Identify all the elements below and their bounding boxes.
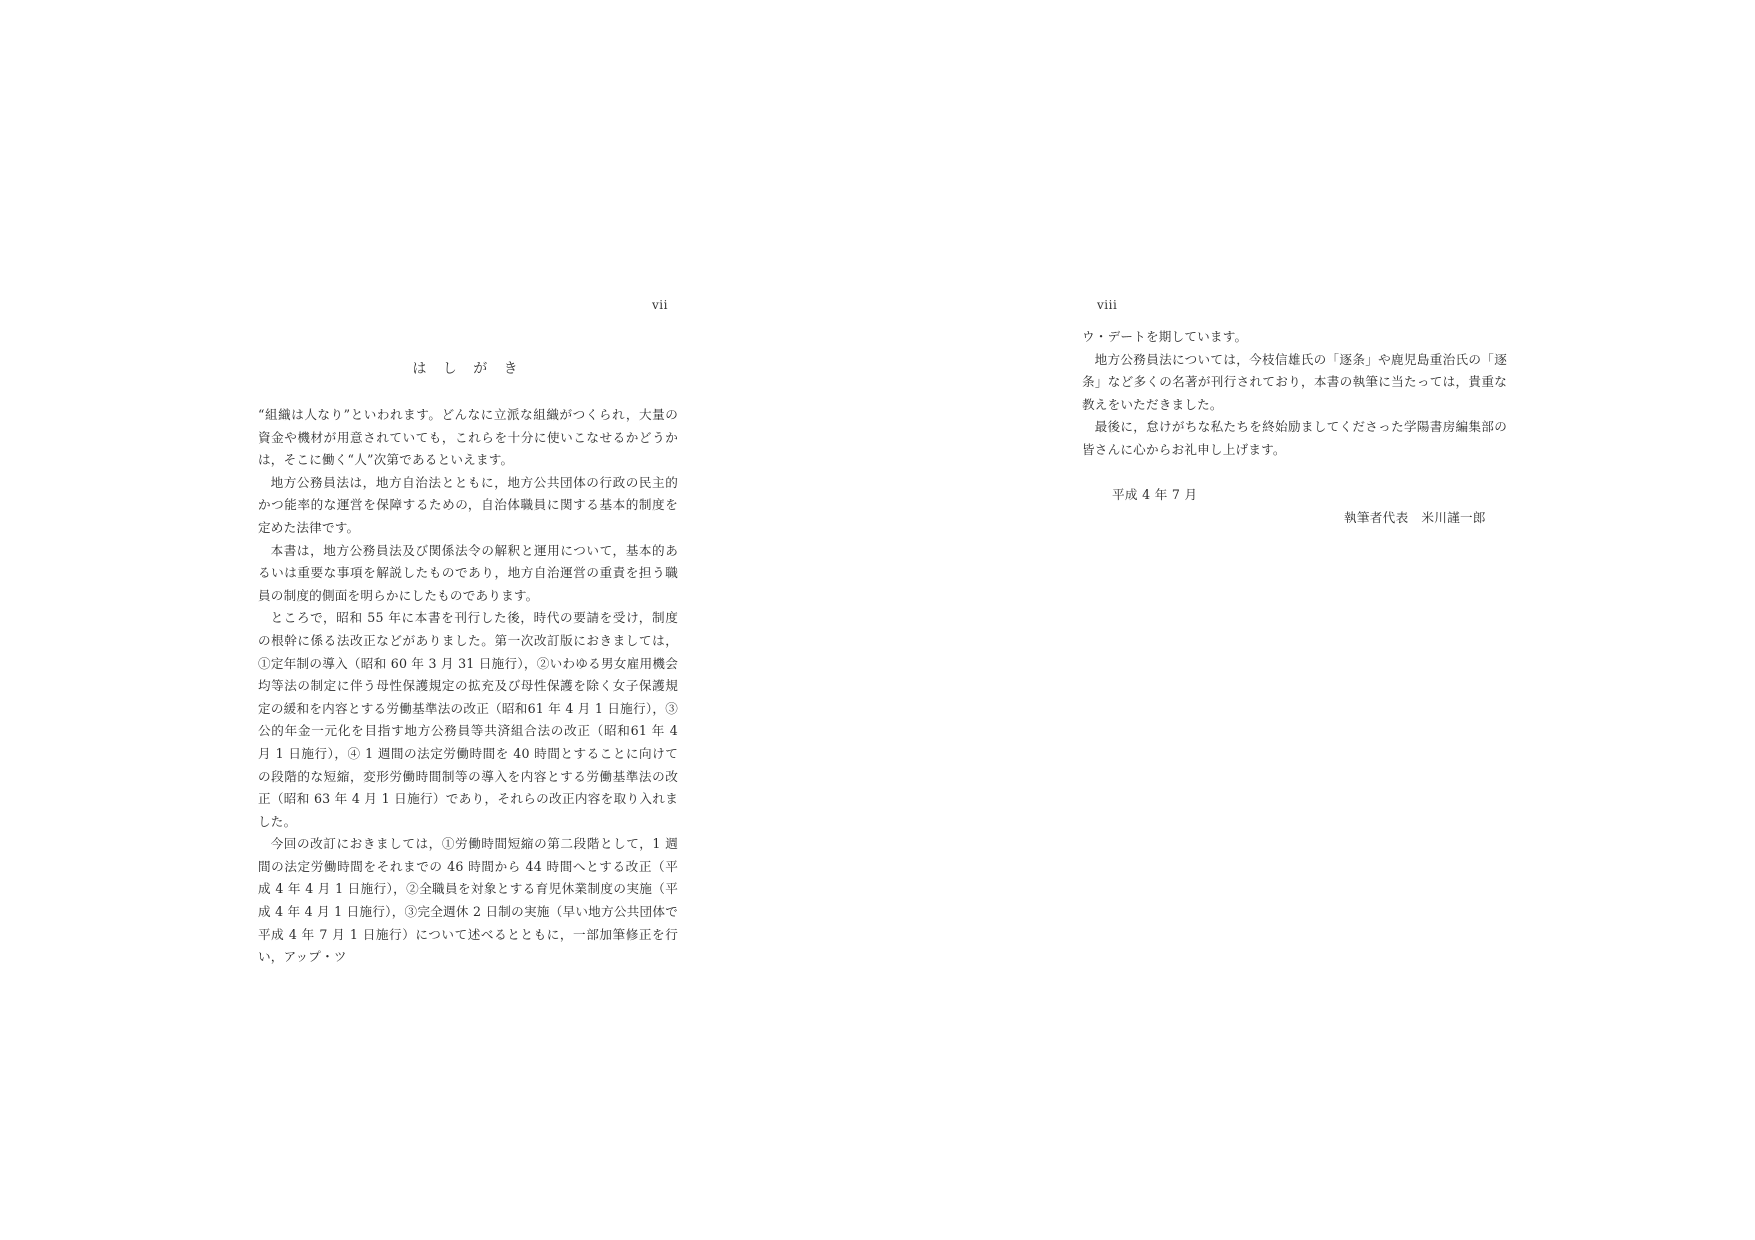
paragraph: 今回の改訂におきましては，①労働時間短縮の第二段階として，1 週間の法定労働時間をそれまでの 46 時間から 44 時間へとする改正（平成 4 年 4 月 1 日施行），②全職員を対象とする育児休業制度の実施（平成 4 年 4 月 1 日施行），③完全週休 2 日制の実施（早い地方公共団体で平成 4 年 7 月 1 日施行）について述べるとともに，一部加筆修正を行い，アップ・ツ [258,836,678,965]
paragraph: 地方公務員法は，地方自治法とともに，地方公共団体の行政の民主的かつ能率的な運営を保障するための，自治体職員に関する基本的制度を定めた法律です。 [258,474,678,535]
paragraph: 本書は，地方公務員法及び関係法令の解釈と運用について，基本的あるいは重要な事項を解説したものであり，地方自治運営の重責を担う職員の制度的側面を明らかにしたものであります。 [258,542,678,603]
preface-date: 平成 4 年 7 月 [1112,487,1198,502]
paragraph: “組織は人なり”といわれます。どんなに立派な組織がつくられ，大量の資金や機材が用意されていても，これらを十分に使いこなせるかどうかは，そこに働く“人”次第であるといえます。 [258,407,678,468]
author-signature: 執筆者代表 米川謹一郎 [1344,510,1486,525]
left-page-body [258,404,678,969]
paragraph: 最後に，怠けがちな私たちを終始励ましてくださった学陽書房編集部の皆さんに心からお礼申し上げます。 [1082,419,1507,457]
right-page-body [1082,326,1507,462]
paragraph: ところで，昭和 55 年に本書を刊行した後，時代の要請を受け，制度の根幹に係る法改正などがありました。第一次改訂版におきましては，①定年制の導入（昭和 60 年 3 月 31 日施行），②いわゆる男女雇用機会均等法の制定に伴う母性保護規定の拡充及び母性保護を除く女子保護規定の緩和を内容とする労働基準法の改正（昭和61 年 4 月 1 日施行），③公的年金一元化を目指す地方公務員等共済組合法の改正（昭和61 年 4 月 1 日施行），④ 1 週間の法定労働時間を 40 時間とすることに向けての段階的な短縮，変形労働時間制等の導入を内容とする労働基準法の改正（昭和 63 年 4 月 1 日施行）であり，それらの改正内容を取り入れました。 [258,610,678,829]
page-title: は し が き [412,361,524,377]
paragraph: 地方公務員法については，今枝信雄氏の「逐条」や鹿児島重治氏の「逐条」など多くの名著が刊行されており，本書の執筆に当たっては，貴重な教えをいただきました。 [1082,351,1507,412]
paragraph: ウ・デートを期しています。 [1082,329,1248,344]
page-number-left: vii [652,298,668,312]
page-number-right: viii [1097,298,1118,312]
